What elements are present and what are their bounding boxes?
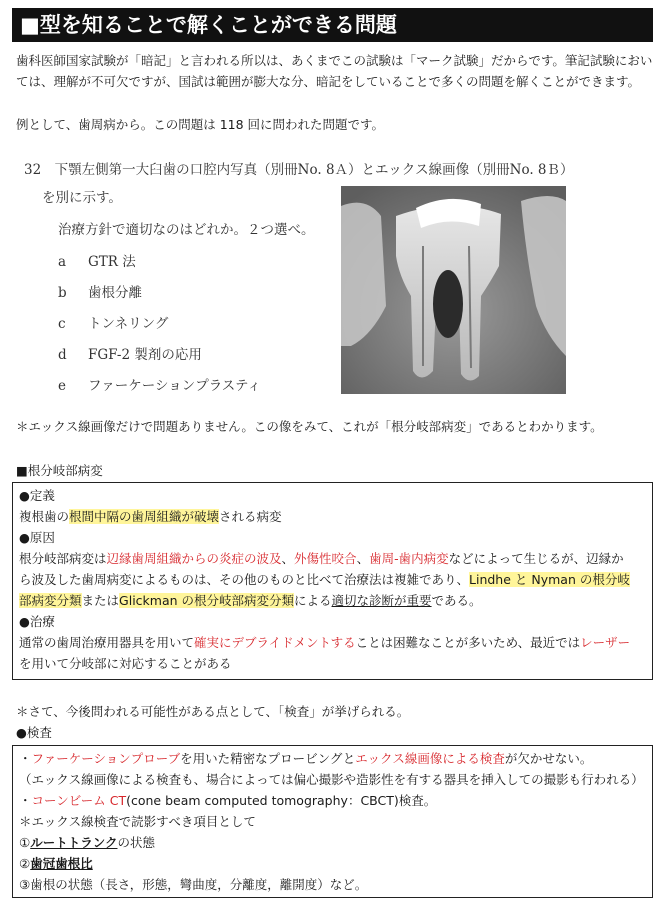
answer-option xyxy=(58,312,168,332)
underline-span: 歯冠歯根比 xyxy=(30,856,93,871)
cause-line xyxy=(19,569,647,590)
option-letter: c xyxy=(58,316,66,332)
text-span: ② xyxy=(19,856,31,871)
option-letter: a xyxy=(58,254,67,270)
page-title: ■型を知ることで解くことができる問題 xyxy=(12,8,653,42)
exam-question xyxy=(16,152,652,396)
question-prompt: 治療方針で適切なのはどれか。２つ選べ。 xyxy=(58,222,315,238)
highlight-span: Glickman の根分岐部病変分類 xyxy=(119,593,295,608)
highlight-span: Lindhe と Nyman の根分岐 xyxy=(469,572,630,587)
xray-image xyxy=(341,186,566,394)
intro-line: ては、理解が不可欠ですが、国試は範囲が膨大な分、暗記をしていることで多くの問題を解くことができます。 xyxy=(16,74,641,89)
text-span: ・ xyxy=(19,751,32,766)
cause-line xyxy=(19,548,647,569)
exam-line xyxy=(19,853,647,874)
red-span: レーザー xyxy=(580,635,631,650)
exam-line: （エックス線画像による検査も、場合によっては偏心撮影や造影性を有する器具を挿入しての撮影も行われる） xyxy=(19,772,644,787)
question-stem: 32 下顎左側第一大臼歯の口腔内写真（別冊No. 8Ａ）とエックス線画像（別冊No. 8Ｂ） xyxy=(24,162,574,178)
red-span: コーンビーム CT xyxy=(31,793,127,808)
intro-line: 歯科医師国家試験が「暗記」と言われる所以は、あくまでこの試験は「マーク試験」だからです。筆記試験におい xyxy=(16,53,653,68)
highlight-span: 根間中隔の歯周組織が破壊 xyxy=(69,509,220,524)
question-stem: を別に示す。 xyxy=(42,190,122,206)
treatment-heading: ●治療 xyxy=(19,614,55,629)
xray-graphic xyxy=(341,186,566,394)
exam-line xyxy=(19,748,647,769)
intro-paragraph xyxy=(16,50,652,92)
highlight-span: 部病変分類 xyxy=(19,593,82,608)
text-span: を用いた xyxy=(180,751,231,766)
text-span: 、 xyxy=(356,551,370,566)
text-span: ら波及した歯周病変によるものは、その他のものと比べて治療法は複雑であり、 xyxy=(19,572,470,587)
option-letter: e xyxy=(58,378,66,394)
example-text: 例として、歯周病から。この問題は 118 回に問われた問題です。 xyxy=(16,117,385,132)
option-text: 歯根分離 xyxy=(88,285,142,301)
text-span: 精密なプロービング xyxy=(230,751,343,766)
text-span: ・ xyxy=(19,793,32,808)
text-span: ① xyxy=(19,835,31,850)
examination-heading: ●検査 xyxy=(16,725,52,740)
text-span: が欠かせない。 xyxy=(504,751,593,766)
answer-option xyxy=(58,281,142,301)
cause-heading: ●原因 xyxy=(19,530,55,545)
red-span: 確実にデブライドメントする xyxy=(194,635,356,650)
option-text: ファーケーションプラスティ xyxy=(88,378,261,394)
red-span: エックス線画像による検査 xyxy=(355,751,505,766)
text-span: 、 xyxy=(281,551,295,566)
section-heading: ■根分岐部病変 xyxy=(16,463,103,478)
furcation-lesion-box xyxy=(12,482,653,680)
exam-note: ＊さて、今後問われる可能性がある点として、「検査」が挙げられる。 xyxy=(16,704,410,719)
option-letter: b xyxy=(58,285,67,301)
text-span: などによって生じるが、辺縁か xyxy=(448,551,624,566)
answer-option xyxy=(58,250,136,270)
cause-line xyxy=(19,590,647,611)
exam-line: ＊エックス線検査で読影すべき項目として xyxy=(19,814,256,829)
text-span: である。 xyxy=(431,593,482,608)
red-span: 辺縁歯周組織からの炎症の波及 xyxy=(106,551,282,566)
exam-line: ③歯根の状態（長さ，形態，彎曲度，分離度，離開度）など。 xyxy=(19,877,368,892)
red-span: 歯周-歯内病変 xyxy=(369,551,449,566)
text-span: ことは困難なことが多いため、最近では xyxy=(355,635,581,650)
exam-line xyxy=(19,832,647,853)
text-span: 根分岐部病変は xyxy=(19,551,107,566)
text-span: または xyxy=(81,593,120,608)
answer-option xyxy=(58,343,202,363)
option-text: FGF-2 製剤の応用 xyxy=(88,347,202,363)
xray-note: ＊エックス線画像だけで問題ありません。この像をみて、これが「根分岐部病変」であるとわかります。 xyxy=(16,419,603,434)
treatment-line: を用いて分岐部に対応することがある xyxy=(19,656,232,671)
option-text: GTR 法 xyxy=(88,254,136,270)
definition-text xyxy=(19,506,647,527)
text-span: される病変 xyxy=(219,509,282,524)
definition-heading: ●定義 xyxy=(19,488,55,503)
treatment-line xyxy=(19,632,647,653)
red-span: ファーケーションプローブ xyxy=(31,751,181,766)
text-span: による xyxy=(294,593,332,608)
examination-box xyxy=(12,745,653,898)
red-span: 外傷性咬合 xyxy=(294,551,357,566)
text-span: の状態 xyxy=(117,835,155,850)
underline-span: ルートトランク xyxy=(30,835,118,850)
text-span: 通常の歯周治療用器具を用いて xyxy=(19,635,195,650)
option-text: トンネリング xyxy=(88,316,169,332)
exam-line xyxy=(19,790,647,811)
option-letter: d xyxy=(58,347,67,363)
underline-span: 適切な診断が重要 xyxy=(331,593,432,608)
text-span: と xyxy=(342,751,356,766)
answer-option xyxy=(58,374,261,394)
text-span: 複根歯の xyxy=(19,509,70,524)
text-span: (cone beam computed tomography：CBCT)検査。 xyxy=(126,793,437,808)
